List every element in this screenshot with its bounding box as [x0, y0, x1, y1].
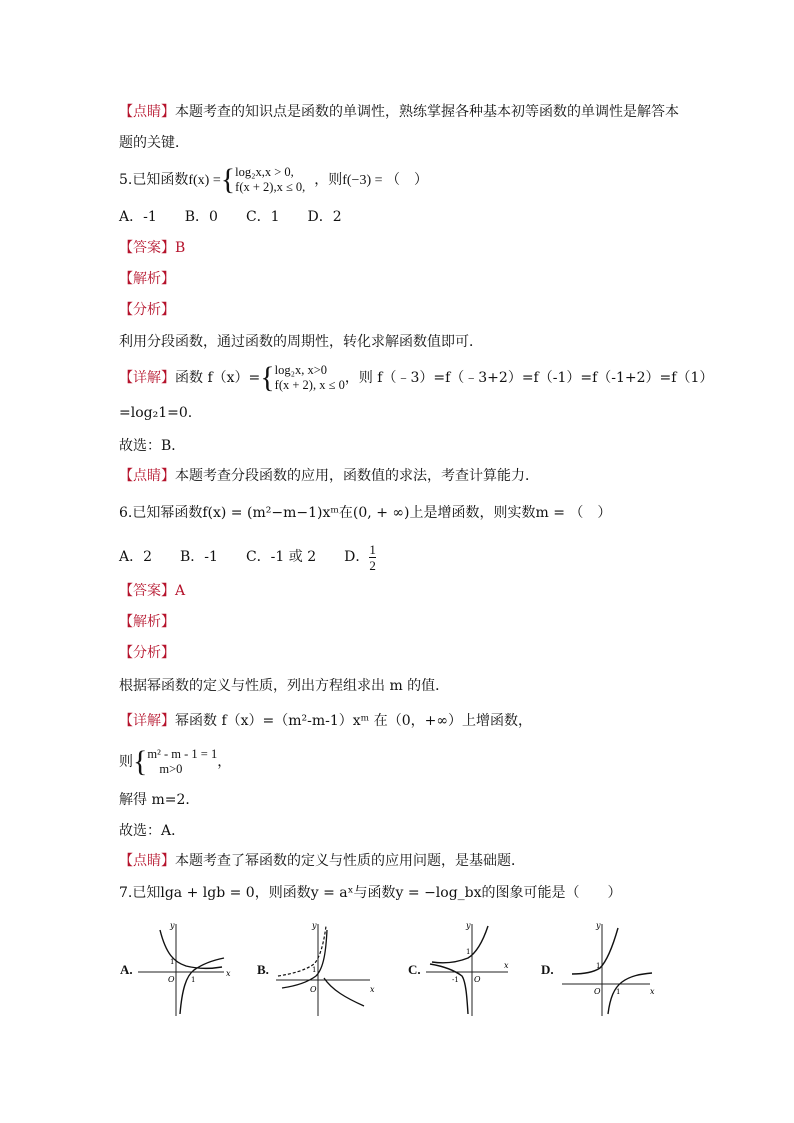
q6-brace: { — [133, 745, 148, 778]
graph-c — [422, 920, 532, 1020]
q5-case2: f(x + 2),x ≤ 0, — [235, 180, 306, 194]
tick-x-one: 1 — [616, 988, 621, 996]
q5-cases — [235, 165, 305, 195]
tip-tag: 【点睛】 — [119, 104, 175, 120]
q5-detail-line2: =log₂1=0. — [119, 405, 193, 421]
tip-text: 本题考查了幂函数的定义与性质的应用问题，是基础题． — [175, 853, 525, 869]
q7-stem: 7.已知lga + lgb = 0，则函数y = aˣ与函数y = −log_bx的图象可能是（ ） — [119, 885, 622, 901]
q6-detail — [119, 711, 532, 731]
q6-answer-line — [119, 581, 185, 601]
curve-right — [324, 978, 364, 1006]
x-label: x — [370, 985, 375, 994]
option-a-label: A. — [120, 962, 133, 977]
q6-stem: 6.已知幂函数f(x) = (m²−m−1)xᵐ在(0, + ∞)上是增函数，则实数m = （ ） — [119, 505, 612, 521]
detail-tag: 【详解】 — [119, 370, 175, 386]
tick-y-one: 1 — [312, 966, 317, 974]
tip-text: 本题考查分段函数的应用，函数值的求法，考查计算能力． — [175, 468, 539, 484]
q5-case1: log₂x,x > 0, — [235, 165, 294, 179]
answer-value: A — [175, 583, 186, 599]
frac-den: 2 — [369, 557, 376, 573]
exp-curve — [572, 928, 618, 974]
x-label: x — [226, 969, 231, 978]
x-label: x — [650, 987, 655, 996]
q5-d-case1: log₂x, x>0 — [274, 363, 328, 377]
q6-sys-tail: ， — [217, 754, 232, 770]
q5-suffix: ，则f(−3) = （ ） — [314, 173, 428, 188]
origin-label: O — [474, 975, 481, 984]
q5-analysis: 利用分段函数，通过函数的周期性，转化求解函数值即可． — [119, 334, 483, 350]
option-d-label: D. — [541, 962, 554, 977]
q5-brace: { — [220, 163, 236, 196]
q6-analysis: 根据幂函数的定义与性质，列出方程组求出 m 的值． — [119, 678, 450, 694]
q6-sys-lines — [147, 747, 217, 777]
q6-fenxi: 【分析】 — [119, 645, 175, 661]
q6-options-text: A．2 B．-1 C．-1 或 2 D． — [119, 549, 370, 565]
q5-answer-line — [119, 238, 185, 258]
y-label: y — [596, 921, 601, 930]
q6-solve: 解得 m=2． — [119, 792, 200, 808]
q6-options — [119, 540, 376, 574]
tick-x-one: 1 — [191, 976, 196, 984]
y-label: y — [170, 921, 175, 930]
y-label: y — [312, 921, 317, 930]
tip-tag: 【点睛】 — [119, 468, 175, 484]
q6-choose: 故选：A． — [119, 823, 186, 839]
graph-d — [558, 920, 668, 1020]
frac-bar — [369, 557, 376, 573]
q5-stem — [119, 162, 428, 199]
q6-ze: 则 — [119, 754, 133, 770]
q5-fenxi: 【分析】 — [119, 302, 175, 318]
q4-tip-line1 — [119, 102, 679, 122]
q5-detail — [119, 360, 713, 396]
q5-jiexi: 【解析】 — [119, 271, 175, 287]
q5-choose: 故选：B． — [119, 438, 186, 454]
exp-curve — [432, 926, 488, 963]
q6-sys2: m>0 — [159, 762, 183, 776]
q6-sys1: m² - m - 1 = 1 — [147, 747, 218, 761]
q5-d-case2: f(x + 2), x ≤ 0 — [274, 378, 345, 392]
log-curve — [608, 973, 652, 1014]
origin-label: O — [594, 987, 601, 996]
q6-fraction — [369, 542, 376, 573]
q5-detail-brace: { — [260, 361, 275, 394]
q5-prefix: 5.已知函数 — [119, 172, 189, 188]
q5-detail-cases — [275, 363, 345, 393]
answer-tag: 【答案】 — [119, 240, 175, 256]
y-label: y — [466, 921, 471, 930]
answer-value: B — [175, 240, 186, 256]
graph-a — [134, 920, 244, 1020]
answer-tag: 【答案】 — [119, 583, 175, 599]
q6-detail-text: 幂函数 f（x）=（m²-m-1）xᵐ 在（0，+∞）上增函数， — [175, 713, 533, 729]
frac-num: 1 — [369, 541, 376, 557]
q5-options: A．-1 B．0 C．1 D．2 — [119, 209, 342, 225]
tick-y-one: 1 — [466, 948, 471, 956]
q5-detail-suffix: ，则 f（﹣3）=f（﹣3+2）=f（-1）=f（-1+2）=f（1） — [344, 370, 714, 386]
tick-x-neg-one: -1 — [452, 976, 459, 984]
q5-detail-prefix: 函数 f（x）= — [175, 370, 261, 386]
tick-y-one: 1 — [170, 958, 175, 966]
q6-system — [119, 744, 231, 780]
exp-curve — [278, 926, 326, 976]
q6-jiexi: 【解析】 — [119, 614, 175, 630]
x-label: x — [504, 961, 509, 970]
q5-tip — [119, 466, 539, 486]
graph-b — [272, 920, 382, 1020]
q6-tip — [119, 851, 525, 871]
q5-fx: f(x) = — [188, 173, 221, 188]
tip-tag: 【点睛】 — [119, 853, 175, 869]
curve-left — [282, 930, 327, 988]
option-b-label: B. — [257, 962, 269, 977]
tick-y-one: 1 — [596, 962, 601, 970]
option-c-label: C. — [408, 962, 421, 977]
detail-tag: 【详解】 — [119, 713, 175, 729]
origin-label: O — [310, 985, 317, 994]
tip-text: 本题考查的知识点是函数的单调性，熟练掌握各种基本初等函数的单调性是解答本 — [175, 104, 679, 120]
q4-tip-line2: 题的关键． — [119, 135, 189, 151]
origin-label: O — [168, 975, 175, 984]
